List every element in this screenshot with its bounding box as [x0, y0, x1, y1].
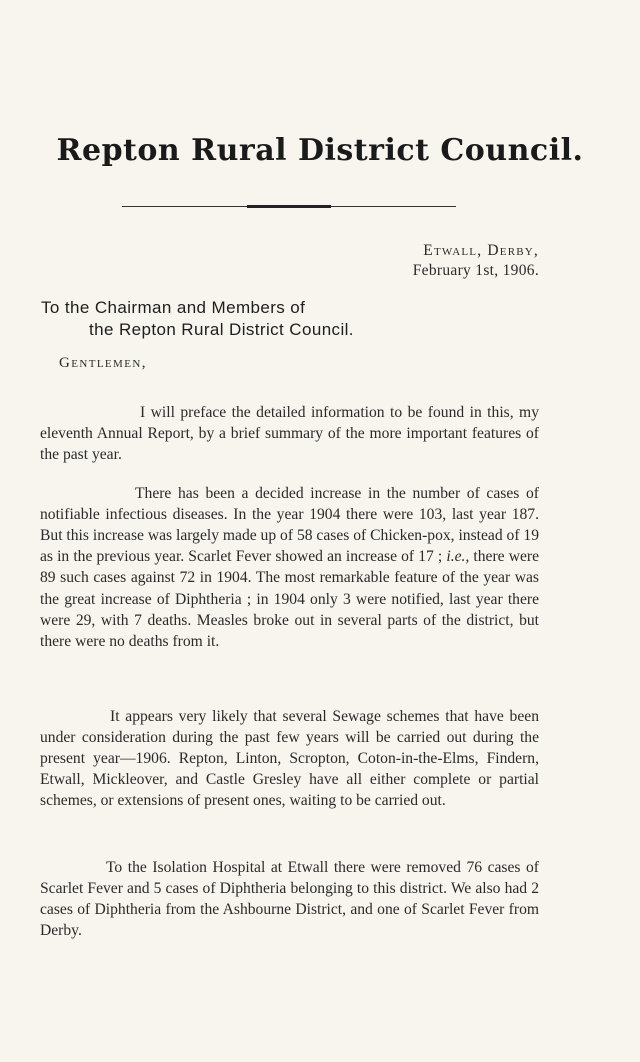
paragraph-2: There has been a decided increase in the number of cases of notifiable infectious diseases. In the year 1904 there were 103, last year 187. But this increase was largely made up of 58 cases of Chicken-pox, instead of 19 as in the previous year. Scarlet Fever showed an increase of 17 ; i.e., there were 89 such cases against 72 in 1904. The most remarkable feature of the year was the great increase of Diphtheria ; in 1904 only 3 were notified, last year there were 29, with 7 deaths. Measles broke out in several parts of the district, but there were no deaths from it. — [40, 484, 540, 651]
salutation: Gentlemen, — [59, 355, 147, 371]
paragraph-1: I will preface the detailed information to be found in this, my eleventh Annual Report, by a brief summary of the more important features of the past year. — [40, 403, 539, 463]
title-divider — [122, 206, 456, 207]
paragraph-3: It appears very likely that several Sewage schemes that have been under consideration during the past few years will be carried out during the present year—1906. Repton, Linton, Scropton, Coton-in-the-Elms, Findern, Etwall, Mickleover, and Castle Gresley have all either complete or partial schemes, or extensions of present ones, waiting to be carried out. — [40, 707, 539, 810]
address-date: February 1st, 1906. — [412, 262, 539, 279]
document-title: Repton Rural District Council. — [56, 133, 584, 168]
addressee-line-2: the Repton Rural District Council. — [89, 320, 354, 339]
ie-abbreviation: i.e., — [446, 548, 470, 566]
title-divider-accent — [247, 205, 331, 208]
address-location: Etwall, Derby, — [423, 242, 539, 259]
addressee-line-1: To the Chairman and Members of — [41, 298, 306, 317]
paragraph-4: To the Isolation Hospital at Etwall there were removed 76 cases of Scarlet Fever and 5 cases of Diphtheria belonging to this district. We also had 2 cases of Diphtheria from the Ashbourne District, and one of Scarlet Fever from Derby. — [40, 858, 539, 940]
